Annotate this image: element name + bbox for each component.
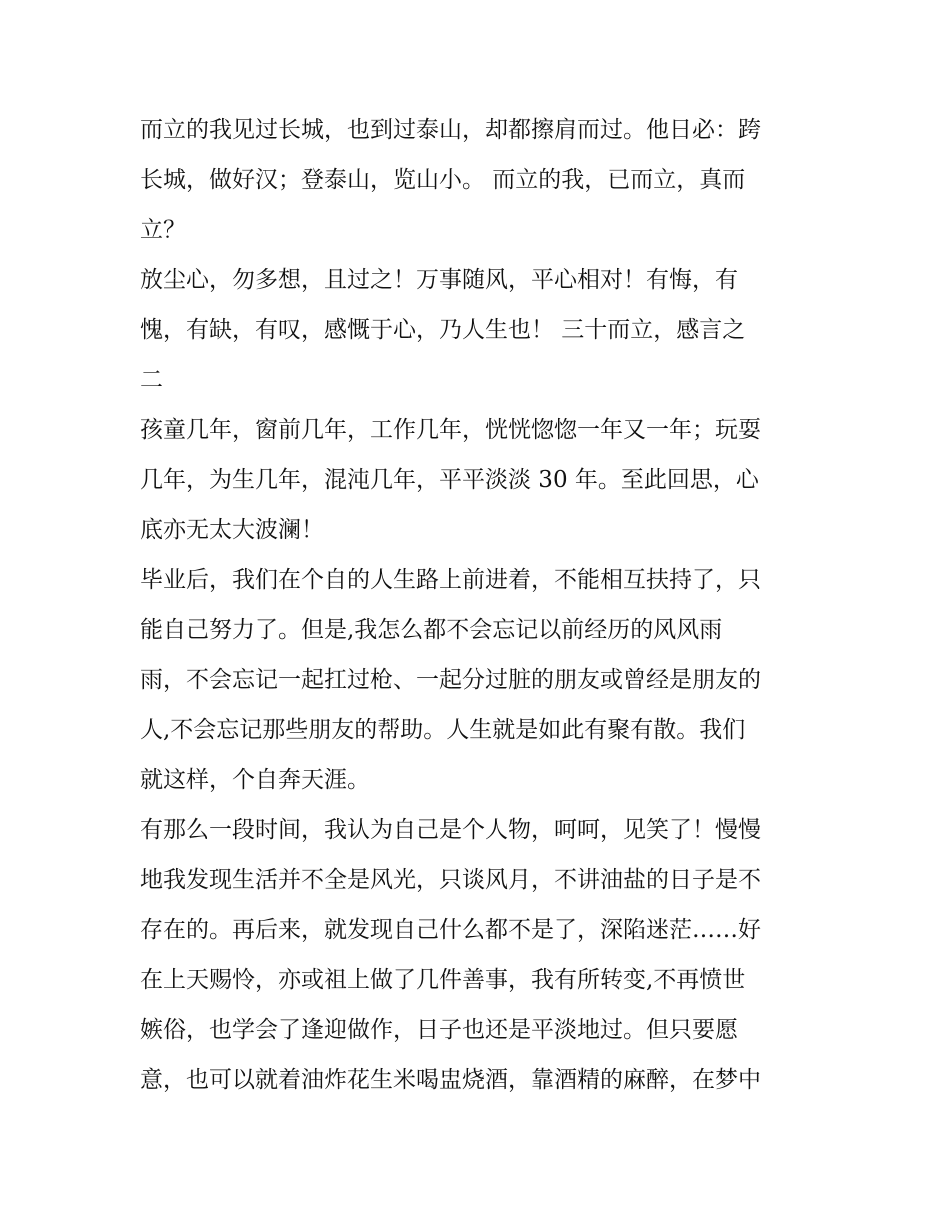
text-line: 毕业后，我们在个自的人生路上前进着，不能相互扶持了，只 — [140, 567, 761, 593]
body-text — [140, 105, 820, 1105]
text-line: 能自己努力了。但是,我怎么都不会忘记以前经历的风风雨 — [140, 617, 723, 643]
text-line: 立？ — [140, 217, 186, 243]
text-line: 嫉俗，也学会了逢迎做作，日子也还是平淡地过。但只要愿 — [140, 1017, 738, 1043]
text-line: 底亦无太大波澜！ — [140, 517, 324, 543]
text-line: 而立的我见过长城，也到过泰山，却都擦肩而过。他日必：跨 — [140, 117, 761, 143]
text-line: 孩童几年，窗前几年，工作几年，恍恍惚惚一年又一年；玩耍 — [140, 417, 761, 443]
text-line: 长城，做好汉；登泰山，览山小。 而立的我，已而立，真而 — [140, 167, 746, 193]
text-line: 在上天赐怜，亦或祖上做了几件善事，我有所转变,不再愤世 — [140, 967, 746, 993]
text-line: 二 — [140, 367, 163, 393]
text-line: 愧，有缺，有叹，感慨于心，乃人生也！ 三十而立，感言之 — [140, 317, 746, 343]
text-line: 就这样，个自奔天涯。 — [140, 767, 370, 793]
text-line: 存在的。再后来，就发现自己什么都不是了，深陷迷茫……好 — [140, 917, 761, 943]
text-line: 意，也可以就着油炸花生米喝盅烧酒，靠酒精的麻醉，在梦中 — [140, 1067, 761, 1093]
text-line: 放尘心，勿多想，且过之！万事随风，平心相对！有悔，有 — [140, 267, 738, 293]
text-line: 地我发现生活并不全是风光，只谈风月，不讲油盐的日子是不 — [140, 867, 761, 893]
text-line: 人,不会忘记那些朋友的帮助。人生就是如此有聚有散。我们 — [140, 717, 746, 743]
text-line: 雨，不会忘记一起扛过枪、一起分过脏的朋友或曾经是朋友的 — [140, 667, 761, 693]
text-line: 几年，为生几年，混沌几年，平平淡淡 30 年。至此回思，心 — [140, 467, 759, 493]
text-line: 有那么一段时间，我认为自己是个人物，呵呵，见笑了！慢慢 — [140, 817, 761, 843]
